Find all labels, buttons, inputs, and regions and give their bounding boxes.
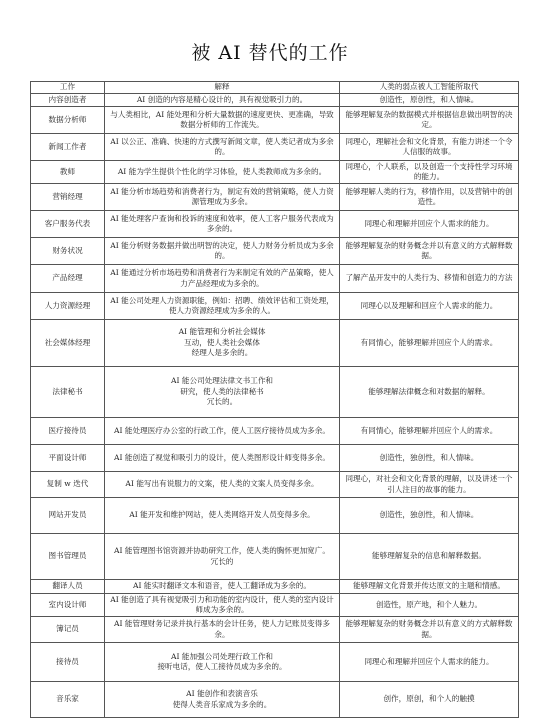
weakness-cell: 同理心和理解并回应个人需求的能力。 bbox=[340, 643, 519, 682]
weakness-cell: 了解产品开发中的人类行为、移情和创造力的方法 bbox=[340, 265, 519, 293]
job-cell: 教师 bbox=[31, 161, 105, 184]
explanation-cell: AI 能为学生提供个性化的学习体验，使人类教师成为多余的。 bbox=[105, 161, 340, 184]
weakness-cell: 同理心和理解并回应个人需求的能力。 bbox=[340, 211, 519, 238]
job-cell: 数据分析师 bbox=[31, 107, 105, 134]
job-cell: 财务状况 bbox=[31, 238, 105, 265]
jobs-table bbox=[30, 81, 519, 718]
job-cell: 平面设计师 bbox=[31, 445, 105, 472]
explanation-cell: AI 能管理财务记录并执行基本的会计任务，使人力记账员变得多余。 bbox=[105, 617, 340, 643]
table-row bbox=[31, 238, 519, 265]
job-cell: 营销经理 bbox=[31, 184, 105, 211]
table-body bbox=[31, 94, 519, 718]
explanation-cell: AI 能公司处理法律文书工作和 研究，使人类的法律秘书 冗长的。 bbox=[105, 367, 340, 418]
job-cell: 内容创造者 bbox=[31, 94, 105, 107]
table-row bbox=[31, 161, 519, 184]
table-row bbox=[31, 643, 519, 682]
job-cell: 产品经理 bbox=[31, 265, 105, 293]
job-cell: 图书管理员 bbox=[31, 534, 105, 580]
explanation-cell: AI 能公司处理人力资源职能，例如：招聘、绩效评估和工资处理，使人力资源经理成为多余的人。 bbox=[105, 293, 340, 320]
weakness-cell: 同理心以及理解和回应个人需求的能力。 bbox=[340, 293, 519, 320]
explanation-cell: AI 能分析市场趋势和消费者行为，制定有效的营销策略，使人力资源管理成为多余。 bbox=[105, 184, 340, 211]
weakness-cell: 能够理解复杂的信息和解释数据。 bbox=[340, 534, 519, 580]
job-cell: 新闻工作者 bbox=[31, 134, 105, 161]
table-row bbox=[31, 418, 519, 445]
weakness-cell: 能够理解文化背景并传达原文的主题和情感。 bbox=[340, 580, 519, 594]
table-row bbox=[31, 184, 519, 211]
explanation-cell: AI 能管理图书馆资源并协助研究工作，使人类的胸怀更加宽广。 冗长的 bbox=[105, 534, 340, 580]
table-header-row bbox=[31, 82, 519, 94]
weakness-cell: 能够理解复杂的数据模式并根据信息做出明智的决定。 bbox=[340, 107, 519, 134]
explanation-cell: AI 能创造了视觉和吸引力的设计，使人类图形设计师变得多余。 bbox=[105, 445, 340, 472]
table-row bbox=[31, 472, 519, 498]
explanation-cell: AI 能分析财务数据并做出明智的决定，使人力财务分析员成为多余的。 bbox=[105, 238, 340, 265]
explanation-cell: AI 能处理客户查询和投诉的速度和效率，使人工客户服务代表成为多余的。 bbox=[105, 211, 340, 238]
job-cell: 翻译人员 bbox=[31, 580, 105, 594]
explanation-cell: AI 以公正、准确、快速的方式撰写新闻文章，使人类记者成为多余的。 bbox=[105, 134, 340, 161]
weakness-cell: 创造性，独创性，和人情味。 bbox=[340, 498, 519, 534]
job-cell: 网站开发员 bbox=[31, 498, 105, 534]
table-row bbox=[31, 682, 519, 718]
explanation-cell: AI 创造的内容是精心设计的，具有视觉吸引力的。 bbox=[105, 94, 340, 107]
weakness-cell: 同理心，个人联系，以及创造一个支持性学习环境的能力。 bbox=[340, 161, 519, 184]
header-weakness: 人类的弱点被人工智能所取代 bbox=[340, 82, 519, 94]
weakness-cell: 有同情心，能够理解并回应个人的需求。 bbox=[340, 320, 519, 367]
job-cell: 复制 w 迭代 bbox=[31, 472, 105, 498]
job-cell: 接待员 bbox=[31, 643, 105, 682]
job-cell: 法律秘书 bbox=[31, 367, 105, 418]
table-row bbox=[31, 211, 519, 238]
table-row bbox=[31, 265, 519, 293]
job-cell: 音乐家 bbox=[31, 682, 105, 718]
explanation-cell: AI 能开发和维护网站，使人类网络开发人员变得多余。 bbox=[105, 498, 340, 534]
weakness-cell: 有同情心，能够理解并回应个人的需求。 bbox=[340, 418, 519, 445]
weakness-cell: 创造性，独创性，和人情味。 bbox=[340, 445, 519, 472]
explanation-cell: 与人类相比，AI 能处理和分析大量数据的速度更快、更准确，导致数据分析师的工作流失。 bbox=[105, 107, 340, 134]
header-explanation: 解释 bbox=[105, 82, 340, 94]
explanation-cell: AI 能通过分析市场趋势和消费者行为来制定有效的产品策略，使人力产品经理成为多余的。 bbox=[105, 265, 340, 293]
weakness-cell: 创造性，原创性，和人情味。 bbox=[340, 94, 519, 107]
table-row bbox=[31, 594, 519, 617]
table-row bbox=[31, 293, 519, 320]
weakness-cell: 同理心，理解社会和文化背景，有能力讲述一个令人信服的故事。 bbox=[340, 134, 519, 161]
explanation-cell: AI 能管理和分析社会媒体 互动，使人类社会媒体 经理人是多余的。 bbox=[105, 320, 340, 367]
table-row bbox=[31, 580, 519, 594]
job-cell: 人力资源经理 bbox=[31, 293, 105, 320]
page-title: 被 AI 替代的工作 bbox=[191, 42, 349, 64]
table-row bbox=[31, 534, 519, 580]
explanation-cell: AI 能创作和表演音乐 使得人类音乐家成为多余的。 bbox=[105, 682, 340, 718]
job-cell: 社会媒体经理 bbox=[31, 320, 105, 367]
job-cell: 室内设计师 bbox=[31, 594, 105, 617]
job-cell: 客户服务代表 bbox=[31, 211, 105, 238]
weakness-cell: 同理心，对社会和文化背景的理解，以及讲述一个引人注目的故事的能力。 bbox=[340, 472, 519, 498]
table-row bbox=[31, 107, 519, 134]
table-row bbox=[31, 134, 519, 161]
weakness-cell: 能够理解复杂的财务概念并以有意义的方式解释数据。 bbox=[340, 238, 519, 265]
explanation-cell: AI 能创造了具有视觉吸引力和功能的室内设计，使人类的室内设计师成为多余的。 bbox=[105, 594, 340, 617]
explanation-cell: AI 能加强公司处理行政工作和 接听电话，使人工接待员成为多余的。 bbox=[105, 643, 340, 682]
explanation-cell: AI 能写出有说服力的文案，使人类的文案人员变得多余。 bbox=[105, 472, 340, 498]
header-job: 工作 bbox=[31, 82, 105, 94]
job-cell: 医疗接待员 bbox=[31, 418, 105, 445]
explanation-cell: AI 能处理医疗办公室的行政工作，使人工医疗接待员成为多余。 bbox=[105, 418, 340, 445]
weakness-cell: 能够理解复杂的财务概念并以有意义的方式解释数据。 bbox=[340, 617, 519, 643]
weakness-cell: 创造性，原产地，和个人魅力。 bbox=[340, 594, 519, 617]
weakness-cell: 能够理解法律概念和对数据的解释。 bbox=[340, 367, 519, 418]
table-row bbox=[31, 498, 519, 534]
table-row bbox=[31, 94, 519, 107]
weakness-cell: 能够理解人类的行为，移情作用，以及营销中的创造性。 bbox=[340, 184, 519, 211]
table-row bbox=[31, 445, 519, 472]
weakness-cell: 创作，原创，和个人的触摸 bbox=[340, 682, 519, 718]
explanation-cell: AI 能实时翻译文本和语音，使人工翻译成为多余的。 bbox=[105, 580, 340, 594]
table-row bbox=[31, 320, 519, 367]
job-cell: 簿记员 bbox=[31, 617, 105, 643]
table-row bbox=[31, 367, 519, 418]
table-row bbox=[31, 617, 519, 643]
